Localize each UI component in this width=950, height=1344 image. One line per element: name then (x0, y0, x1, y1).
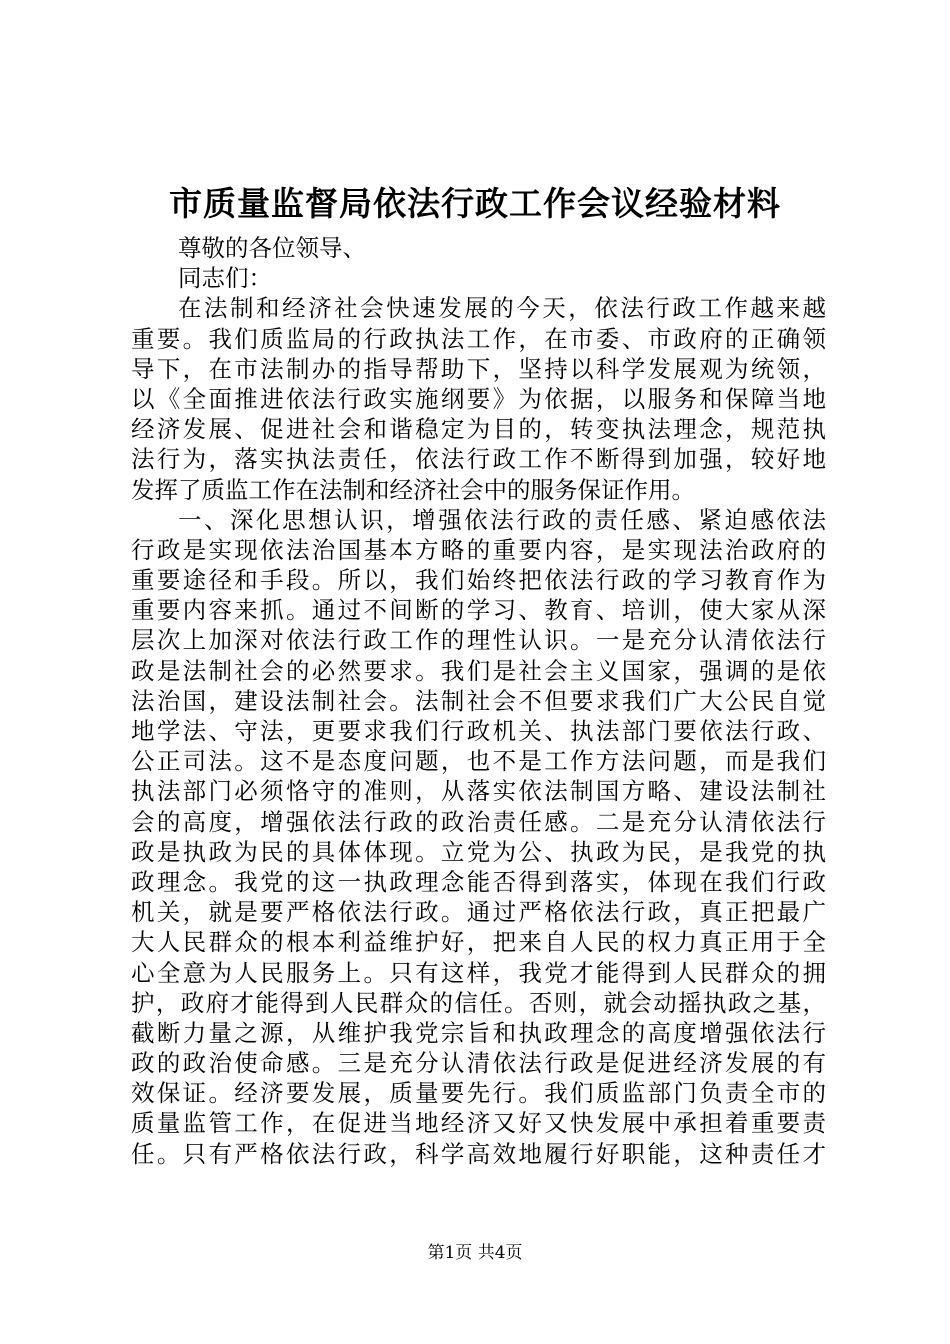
paragraph-line: 在法制和经济社会快速发展的今天，依法行政工作越来越 (178, 294, 826, 323)
paragraph-line: 任。只有严格依法行政，科学高效地履行好职能，这种责任才 (131, 1139, 826, 1168)
paragraph-line: 以《全面推进依法行政实施纲要》为依据，以服务和保障当地 (131, 384, 826, 413)
paragraph-line: 机关，就是要严格依法行政。通过严格依法行政，真正把最广 (131, 898, 826, 927)
paragraph-line: 重要途径和手段。所以，我们始终把依法行政的学习教育作为 (131, 566, 826, 595)
paragraph-line: 经济发展、促进社会和谐稳定为目的，转变执法理念，规范执 (131, 415, 826, 444)
paragraph-line: 截断力量之源，从维护我党宗旨和执政理念的高度增强依法行 (131, 1018, 826, 1047)
paragraph-line: 会的高度，增强依法行政的政治责任感。二是充分认清依法行 (131, 807, 826, 836)
paragraph-line: 一、深化思想认识，增强依法行政的责任感、紧迫感依法 (178, 505, 826, 534)
paragraph-line: 发挥了质监工作在法制和经济社会中的服务保证作用。 (131, 475, 695, 504)
paragraph-line: 护，政府才能得到人民群众的信任。否则，就会动摇执政之基， (131, 988, 826, 1017)
paragraph-line: 公正司法。这不是态度问题，也不是工作方法问题，而是我们 (131, 747, 826, 776)
paragraph-line: 法行为，落实执法责任，依法行政工作不断得到加强，较好地 (131, 445, 826, 474)
paragraph-line: 层次上加深对依法行政工作的理性认识。一是充分认清依法行 (131, 626, 826, 655)
paragraph-line: 重要。我们质监局的行政执法工作，在市委、市政府的正确领 (131, 324, 826, 353)
paragraph-line: 重要内容来抓。通过不间断的学习、教育、培训，使大家从深 (131, 596, 826, 625)
paragraph-line: 地学法、守法，更要求我们行政机关、执法部门要依法行政、 (131, 717, 826, 745)
paragraph-line: 导下，在市法制办的指导帮助下，坚持以科学发展观为统领， (131, 354, 826, 383)
paragraph-line: 质量监管工作，在促进当地经济又好又快发展中承担着重要责 (131, 1109, 826, 1138)
paragraph-line: 政理念。我党的这一执政理念能否得到落实，体现在我们行政 (131, 867, 826, 896)
paragraph-line: 政是法制社会的必然要求。我们是社会主义国家，强调的是依 (131, 656, 826, 685)
paragraph-line: 行政是实现依法治国基本方略的重要内容，是实现法治政府的 (131, 535, 826, 564)
paragraph-line: 效保证。经济要发展，质量要先行。我们质监部门负责全市的 (131, 1079, 826, 1108)
paragraph-line: 大人民群众的根本利益维护好，把来自人民的权力真正用于全 (131, 928, 826, 957)
paragraph-line: 心全意为人民服务上。只有这样，我党才能得到人民群众的拥 (131, 958, 826, 987)
paragraph-line: 执法部门必须恪守的准则，从落实依法制国方略、建设法制社 (131, 777, 826, 806)
paragraph-line: 政的政治使命感。三是充分认清依法行政是促进经济发展的有 (131, 1049, 826, 1078)
salutation-line: 尊敬的各位领导、 (178, 234, 366, 262)
paragraph-line: 法治国，建设法制社会。法制社会不但要求我们广大公民自觉 (131, 686, 826, 715)
document-body (131, 233, 826, 1169)
salutation-line: 同志们： (178, 264, 272, 293)
paragraph-line: 政是执政为民的具体体现。立党为公、执政为民，是我党的执 (131, 837, 826, 866)
page-number-footer: 第1页 共4页 (427, 1243, 523, 1263)
document-title: 市质量监督局依法行政工作会议经验材料 (169, 184, 781, 223)
